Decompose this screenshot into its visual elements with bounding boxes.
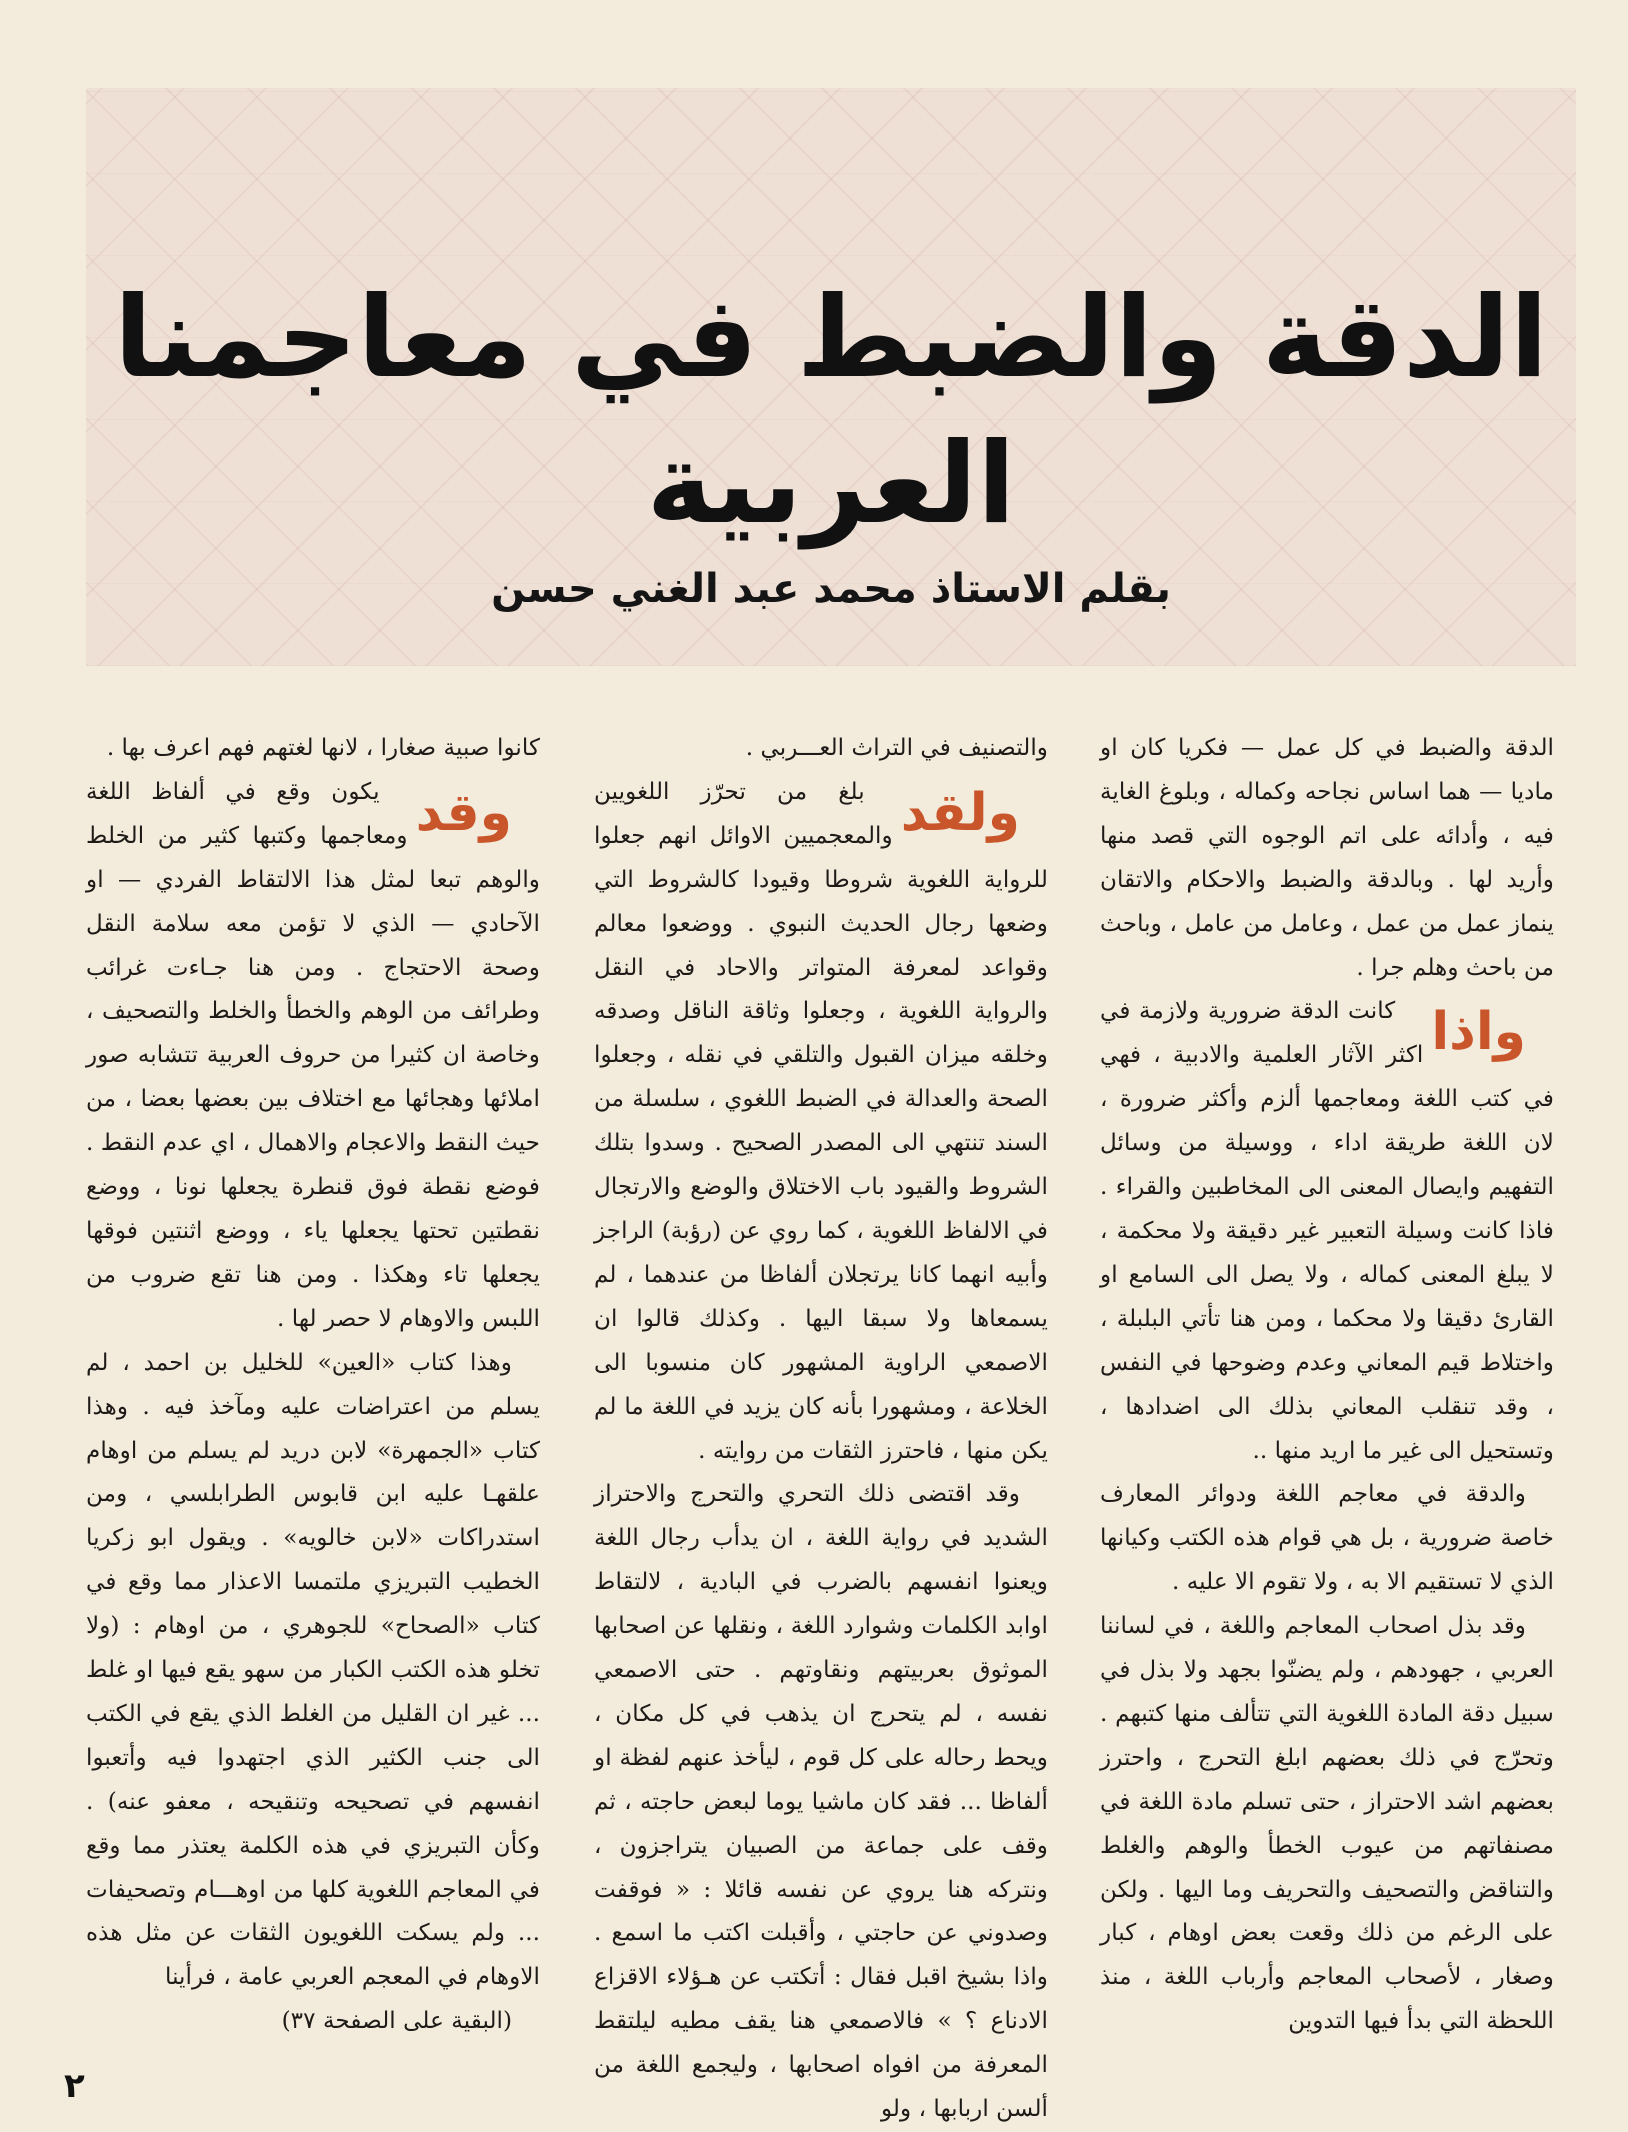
drop-cap: واذا <box>1431 1002 1526 1063</box>
text-column-left <box>86 726 540 2086</box>
paragraph <box>594 770 1048 1473</box>
paragraph: وقد بذل اصحاب المعاجم واللغة ، في لساننا العربي ، جهودهم ، ولم يضنّوا بجهد ولا بذل في سبيل دقة المادة اللغوية التي تتألف منها كتبهم . وتحرّج في ذلك بعضهم ابلغ التحرج ، واحترز بعضهم اشد الاحتراز ، حتى تسلم مادة اللغة في مصنفاتهم من عيوب الخطأ والوهم والغلط والتناقض والتصحيف والتحريف وما اليها . ولكن على الرغم من ذلك وقعت بعض اوهام ، كبار وصغار ، لأصحاب المعاجم وأرباب اللغة ، منذ اللحظة التي بدأ فيها التدوين <box>1100 1612 1554 2035</box>
paragraph <box>1100 989 1554 1472</box>
paragraph: والتصنيف في التراث العـــربي . <box>745 734 1048 761</box>
paragraph-text: يكون وقع في ألفاظ اللغة ومعاجمها وكتبها كثير من الخلط والوهم تبعا لمثل هذا الالتقاط الفردي — او الآحادي — الذي لا تؤمن معه سلامة النقل وصحة الاحتجاج . ومن هنا جـاءت غرائب وطرائف من الوهم والخطأ والخلط والتصحيف ، وخاصة ان كثيرا من حروف العربية تتشابه صور املائها وهجائها مع اختلاف بين بعضها بعضا ، من حيث النقط والاعجام والاهمال ، اي عدم النقط . فوضع نقطة فوق قنطرة يجعلها نونا ، ووضع نقطتين تحتها يجعلها ياء ، ووضع اثنتين فوقها يجعلها تاء وهكذا . ومن هنا تقع ضروب من اللبس والاوهام لا حصر لها . <box>86 777 540 1332</box>
paragraph-text: بلغ من تحرّز اللغويين والمعجميين الاوائل انهم جعلوا للرواية اللغوية شروطا وقيودا كالشروط التي وضعها رجال الحديث النبوي . ووضعوا معالم وقواعد لمعرفة المتواتر والاحاد في النقل والرواية اللغوية ، وجعلوا وثاقة الناقل وصدقه وخلقه ميزان القبول والتلقي في نقله ، وجعلوا الصحة والعدالة في الضبط اللغوي ، سلسلة من السند تنتهي الى المصدر الصحيح . وسدوا بتلك الشروط والقيود باب الاختلاق والوضع والارتجال في الالفاظ اللغوية ، كما روي عن (رؤبة) الراجز وأبيه انهما كانا يرتجلان ألفاظا من عندهما ، لم يسمعاها ولا سبقا اليها . وكذلك قالوا ان الاصمعي الراوية المشهور كان منسوبا الى الخلاعة ، ومشهورا بأنه كان يزيد في اللغة ما لم يكن منها ، فاحترز الثقات من روايته . <box>594 777 1048 1464</box>
author-byline: بقلم الاستاذ محمد عبد الغني حسن <box>491 566 1171 612</box>
paragraph <box>86 770 540 1341</box>
continued-note: (البقية على الصفحة ٣٧) <box>281 2007 512 2035</box>
drop-cap: وقد <box>415 782 512 843</box>
article-title: الدقة والضبط في معاجمنا العربية <box>113 273 1549 549</box>
paragraph-text: كانت الدقة ضرورية ولازمة في اكثر الآثار العلمية والادبية ، فهي في كتب اللغة ومعاجمها ألزم وأكثر ضرورة ، لان اللغة طريقة اداء ، ووسيلة من وسائل التفهيم وايصال المعنى الى المخاطبين والقراء . فاذا كانت وسيلة التعبير غير دقيقة ولا محكمة ، لا يبلغ المعنى كماله ، ولا يصل الى السامع او القارئ دقيقا ولا محكما ، ومن هنا تأتي البلبلة ، واختلاط قيم المعاني وعدم وضوحها في النفس ، وقد تنقلب المعاني بذلك الى اضدادها ، وتستحيل الى غير ما اريد منها .. <box>1100 997 1554 1464</box>
paragraph: وهذا كتاب «العين» للخليل بن احمد ، لم يسلم من اعتراضات عليه ومآخذ فيه . وهذا كتاب «الجمهرة» لابن دريد لم يسلم من اوهام علقهـا عليه ابن قابوس الطرابلسي ، ومن استدراكات «لابن خالويه» . ويقول ابو زكريا الخطيب التبريزي ملتمسا الاعذار مما وقع في كتاب «الصحاح» للجوهري ، من اوهام : (ولا تخلو هذه الكتب الكبار من سهو يقع فيها او غلط ... غير ان القليل من الغلط الذي يقع في الكتب الى جنب الكثير الذي اجتهدوا فيه وأتعبوا انفسهم في تصحيحه وتنقيحه ، معفو عنه) . وكأن التبريزي في هذه الكلمة يعتذر مما وقع في المعاجم اللغوية كلها من اوهـــام وتصحيفات ... ولم يسكت اللغويون الثقات عن مثل هذه الاوهام في المعجم العربي عامة ، فرأينا <box>86 1348 540 1991</box>
page-number: ٢ <box>64 2066 85 2106</box>
paragraph: والدقة في معاجم اللغة ودوائر المعارف خاصة ضرورية ، بل هي قوام هذه الكتب وكيانها الذي لا تستقيم الا به ، ولا تقوم الا عليه . <box>1100 1480 1554 1596</box>
drop-cap: ولقد <box>900 782 1020 843</box>
text-column-middle <box>594 726 1048 2123</box>
paragraph: وقد اقتضى ذلك التحري والتحرج والاحتراز الشديد في رواية اللغة ، ان يدأب رجال اللغة ويعنوا انفسهم بالضرب في البادية ، لالتقاط اوابد الكلمات وشوارد اللغة ، ونقلها عن اصحابها الموثوق بعربيتهم ونقاوتهم . حتى الاصمعي نفسه ، لم يتحرج ان يذهب في كل مكان ، ويحط رحاله على كل قوم ، ليأخذ عنهم لفظة او ألفاظا ... فقد كان ماشيا يوما لبعض حاجته ، ثم وقف على جماعة من الصبيان يتراجزون ، ونتركه هنا يروي عن نفسه قائلا : « فوقفت وصدوني عن حاجتي ، وأقبلت اكتب ما اسمع . واذا بشيخ اقبل فقال : أتكتب عن هـؤلاء الاقزاع الادناع ؟ » فالاصمعي هنا يقف مطيه ليلتقط المعرفة من افواه اصحابها ، وليجمع اللغة من ألسن اربابها ، ولو <box>594 1480 1048 2123</box>
header-banner <box>86 88 1576 666</box>
paragraph: الدقة والضبط في كل عمل — فكريا كان او ماديا — هما اساس نجاحه وكماله ، وبلوغ الغاية فيه ، وأدائه على اتم الوجوه التي قصد منها وأريد لها . وبالدقة والضبط والاحكام والاتقان ينماز عمل من عمل ، وعامل من عامل ، وباحث من باحث وهلم جرا . <box>1100 734 1554 981</box>
text-column-right <box>1100 726 1554 2086</box>
paragraph: كانوا صبية صغارا ، لانها لغتهم فهم اعرف بها . <box>106 734 540 761</box>
